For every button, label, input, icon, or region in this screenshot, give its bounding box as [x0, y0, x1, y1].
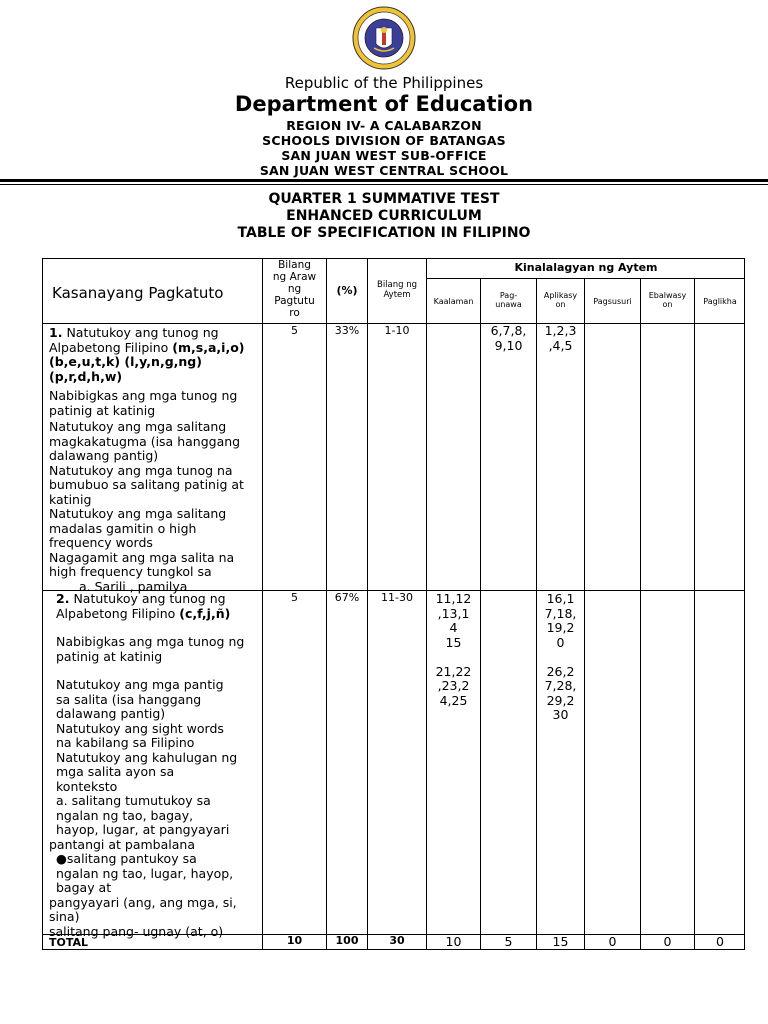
- competency-line: salitang pang- ugnay (at, o): [49, 923, 224, 939]
- header-days-line: ng: [287, 283, 302, 295]
- header-kaalaman: Kaalaman: [433, 297, 474, 306]
- item-number-line: 9,10: [494, 337, 523, 353]
- competency-line: Nagagamit ang mga salita na: [49, 549, 235, 565]
- header-days-line: ng Araw: [272, 271, 317, 283]
- item-number-line: 7,28,: [544, 678, 577, 693]
- item-number-line: 7,18,: [544, 605, 577, 621]
- header-aplikasyon-line: Aplikasy: [543, 291, 578, 300]
- total-items: 30: [389, 934, 405, 947]
- competency-line: pantangi at pambalana: [49, 836, 195, 852]
- competency-line: patinig at katinig: [56, 648, 163, 664]
- total-kaalaman: 10: [445, 934, 462, 949]
- row-divider: [426, 278, 745, 279]
- competency-line: na kabilang sa Filipino: [56, 735, 195, 750]
- row1-number: 1.: [49, 325, 63, 340]
- header-pagsusuri: Pagsusuri: [593, 297, 632, 306]
- header-pagunawa-line: Pag-: [499, 291, 518, 300]
- competency-line: Natutukoy ang mga tunog na: [49, 462, 233, 478]
- item-number-line: 6,7,8,: [490, 323, 527, 338]
- header-ebalwasyon-line: Ebalwasy: [648, 291, 687, 300]
- competency-line: Natutukoy ang kahulugan ng: [56, 749, 238, 765]
- competency-line: Natutukoy ang sight words: [56, 720, 224, 736]
- competency-line: (b,e,u,t,k) (l,y,n,g,ng): [49, 354, 202, 369]
- competency-line: Nabibigkas ang mga tunog ng: [56, 634, 245, 649]
- header-days-line: ro: [289, 307, 300, 319]
- item-number-line: 0: [556, 634, 565, 650]
- competency-line: Natutukoy ang mga salitang: [49, 419, 227, 434]
- competency-line: Natutukoy ang tunog ng: [73, 591, 226, 606]
- header-competency: Kasanayang Pagkatuto: [52, 284, 224, 302]
- header-days: [263, 259, 326, 319]
- header-placement: Kinalalagyan ng Aytem: [514, 261, 658, 274]
- total-days: 10: [286, 934, 303, 947]
- competency-line: bumubuo sa salitang patinig at: [49, 477, 244, 492]
- competency-line: mga salita ayon sa: [56, 764, 175, 779]
- competency-line: Nabibigkas ang mga tunog ng: [49, 388, 238, 403]
- tos-title: TABLE OF SPECIFICATION IN FILIPINO: [237, 225, 531, 241]
- header-paglikha: Paglikha: [703, 297, 737, 306]
- total-percent: 100: [335, 934, 359, 947]
- row2-kaalaman: [427, 592, 480, 708]
- total-pagunawa: 5: [504, 934, 513, 949]
- specification-table: [42, 258, 745, 950]
- row1-competency: [49, 326, 245, 594]
- row2-aplikasyon: [537, 592, 584, 723]
- item-number-line: 1,2,3: [544, 323, 577, 338]
- header-days-line: Bilang: [278, 259, 311, 271]
- competency-line: sa salita (isa hanggang: [56, 691, 202, 707]
- header-ebalwasyon-line: on: [662, 300, 673, 309]
- col-divider: [694, 278, 695, 950]
- header-days-line: Pagtutu: [274, 295, 315, 307]
- total-aplikasyon: 15: [552, 934, 569, 949]
- competency-line: Natutukoy ang mga pantig: [56, 677, 224, 692]
- item-number-line: 21,22: [435, 663, 472, 679]
- row1-pagunawa: [481, 324, 536, 353]
- competency-line: dalawang pantig): [49, 448, 159, 463]
- competency-line: ●salitang pantukoy sa: [56, 851, 197, 866]
- item-number-line: ,13,1: [437, 605, 470, 621]
- competency-line: a. Sarili , pamilya: [79, 578, 188, 594]
- competency-line: (c,f,j,ñ): [179, 605, 231, 621]
- total-label: TOTAL: [49, 936, 89, 949]
- suboffice-line: SAN JUAN WEST SUB-OFFICE: [281, 148, 487, 163]
- competency-line: hayop, lugar, at pangyayari: [56, 822, 230, 837]
- item-number-line: 29,2: [546, 692, 575, 708]
- row1-days: 5: [291, 324, 298, 337]
- curriculum-title: ENHANCED CURRICULUM: [286, 208, 482, 224]
- competency-line: (m,s,a,i,o): [172, 339, 245, 355]
- competency-line: madalas gamitin o high: [49, 520, 197, 536]
- competency-line: katinig: [49, 491, 92, 507]
- competency-line: bagay at: [56, 880, 112, 895]
- header-items-line: Bilang ng: [376, 280, 418, 290]
- competency-line: Natutukoy ang tunog ng: [66, 325, 219, 340]
- row1-percent: 33%: [334, 324, 360, 337]
- deped-seal-icon: [352, 6, 416, 70]
- header-items: [368, 280, 426, 300]
- spacer: [427, 650, 480, 665]
- test-title: QUARTER 1 SUMMATIVE TEST: [268, 191, 500, 207]
- row2-items: 11-30: [381, 591, 413, 604]
- republic-heading: Republic of the Philippines: [284, 74, 484, 92]
- item-number-line: 4: [449, 620, 458, 635]
- header-items-line: Aytem: [383, 290, 411, 300]
- col-divider: [584, 278, 585, 950]
- row2-percent: 67%: [334, 591, 360, 604]
- row1-items: 1-10: [384, 324, 410, 337]
- spacer: [537, 650, 584, 665]
- item-number-line: 30: [552, 707, 569, 722]
- competency-line: Alpabetong Filipino: [49, 339, 169, 355]
- competency-line: (p,r,d,h,w): [49, 368, 123, 384]
- competency-line: magkakatugma (isa hanggang: [49, 433, 241, 449]
- col-divider: [480, 278, 481, 950]
- competency-line: konteksto: [56, 778, 118, 794]
- item-number-line: 19,2: [546, 620, 575, 635]
- item-number-line: 26,2: [546, 663, 575, 679]
- row2-number: 2.: [56, 591, 70, 606]
- item-number-line: 16,1: [546, 591, 575, 606]
- header-pagunawa-line: unawa: [495, 300, 522, 309]
- division-line: SCHOOLS DIVISION OF BATANGAS: [262, 133, 506, 148]
- total-ebalwasyon: 0: [663, 934, 672, 949]
- competency-line: frequency words: [49, 535, 153, 550]
- department-heading: Department of Education: [234, 92, 534, 116]
- item-number-line: ,23,2: [437, 678, 470, 693]
- total-pagsusuri: 0: [608, 934, 617, 949]
- item-number-line: ,4,5: [548, 337, 573, 353]
- row1-aplikasyon: [537, 324, 584, 353]
- header-rule-thin: [0, 184, 768, 185]
- competency-line: dalawang pantig): [56, 706, 166, 721]
- total-paglikha: 0: [716, 934, 724, 949]
- row2-days: 5: [291, 591, 298, 604]
- competency-line: Natutukoy ang mga salitang: [49, 506, 227, 521]
- header-pagunawa: [481, 291, 536, 309]
- header-rule-thick: [0, 179, 768, 182]
- competency-line: patinig at katinig: [49, 402, 156, 418]
- competency-line: a. salitang tumutukoy sa: [56, 793, 211, 808]
- item-number-line: 4,25: [439, 692, 468, 708]
- header-ebalwasyon: [641, 291, 694, 309]
- competency-line: pangyayari (ang, ang mga, si,: [49, 894, 237, 910]
- row2-competency: [49, 592, 244, 939]
- item-number-line: 15: [445, 634, 462, 650]
- item-number-line: 11,12: [435, 591, 472, 606]
- competency-line: ngalan ng tao, lugar, hayop,: [56, 865, 234, 881]
- competency-line: Alpabetong Filipino: [56, 605, 176, 621]
- col-divider: [640, 278, 641, 950]
- region-line: REGION IV- A CALABARZON: [286, 118, 482, 133]
- header-percent: (%): [336, 284, 358, 297]
- competency-line: high frequency tungkol sa: [49, 564, 212, 579]
- header-aplikasyon: [537, 291, 584, 309]
- header-aplikasyon-line: on: [555, 300, 566, 309]
- school-line: SAN JUAN WEST CENTRAL SCHOOL: [259, 163, 509, 178]
- competency-line: ngalan ng tao, bagay,: [56, 807, 194, 823]
- competency-line: sina): [49, 909, 80, 924]
